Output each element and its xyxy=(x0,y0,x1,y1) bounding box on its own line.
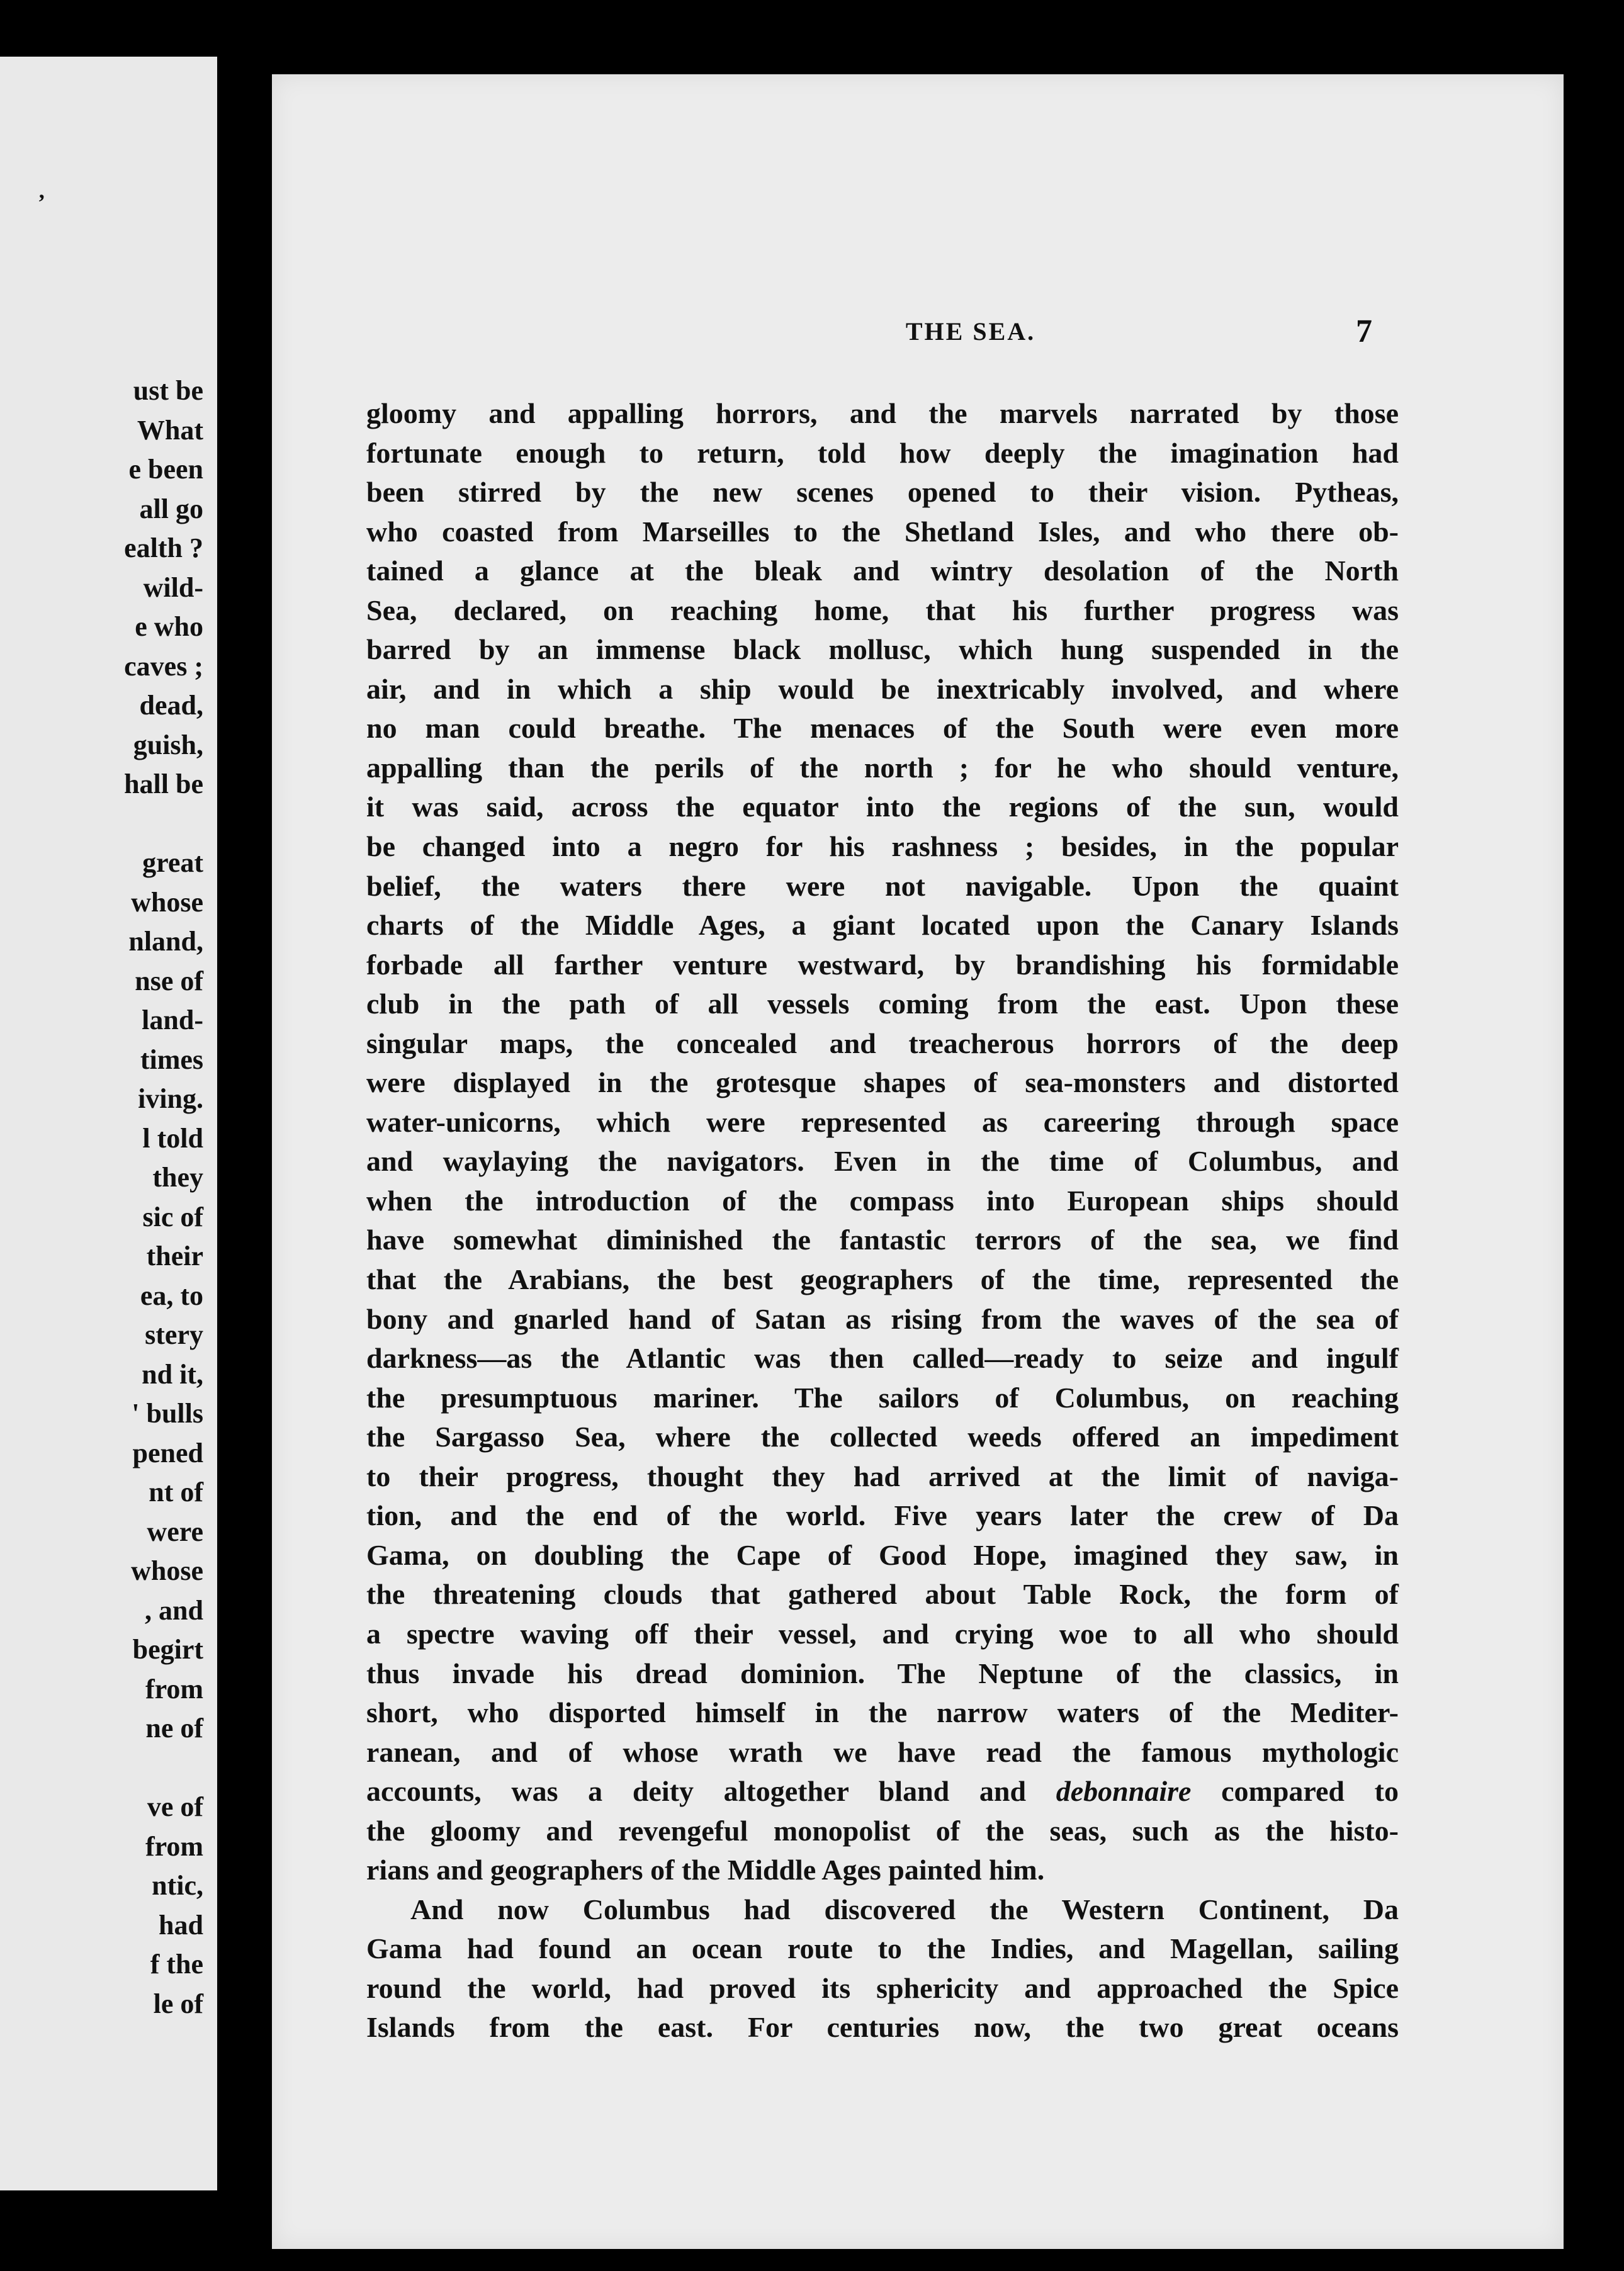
current-page xyxy=(272,74,1564,2249)
text-line: charts of the Middle Ages, a giant located upon the Canary Islands xyxy=(366,909,1399,942)
text-line: rians and geographers of the Middle Ages painted him. xyxy=(366,1854,1045,1886)
italic-word: debonnaire xyxy=(1056,1775,1192,1808)
previous-page-text xyxy=(0,371,203,2024)
text-line: fortunate enough to return, told how deeply the imagination had xyxy=(366,436,1399,469)
text-fragment: compared to xyxy=(1221,1775,1399,1808)
previous-page-line: e who xyxy=(135,611,203,642)
previous-page-line: caves ; xyxy=(124,650,203,682)
text-line: air, and in which a ship would be inextricably involved, and where xyxy=(366,672,1399,705)
previous-page-line: le of xyxy=(153,1988,203,2019)
previous-page-line: stery xyxy=(145,1319,203,1350)
page-gutter xyxy=(217,0,274,2271)
text-line: were displayed in the grotesque shapes of sea-monsters and distorted xyxy=(366,1066,1399,1099)
text-line: the Sargasso Sea, where the collected weeds offered an impediment xyxy=(366,1421,1399,1453)
text-line: the presumptuous mariner. The sailors of Columbus, on reaching xyxy=(366,1381,1399,1414)
previous-page-line: dead, xyxy=(139,690,203,721)
previous-page-line xyxy=(0,804,203,844)
text-line: the gloomy and revengeful monopolist of the seas, such as the histo- xyxy=(366,1814,1399,1847)
text-line: forbade all farther venture westward, by brandishing his formidable xyxy=(366,948,1399,981)
previous-page-line: from xyxy=(145,1673,203,1705)
previous-page-line: pened xyxy=(132,1437,203,1468)
text-line: bony and gnarled hand of Satan as rising from the waves of the sea of xyxy=(366,1302,1399,1335)
text-line: thus invade his dread dominion. The Neptune of the classics, in xyxy=(366,1657,1399,1689)
text-line: and waylaying the navigators. Even in the time of Columbus, and xyxy=(366,1145,1399,1178)
left-page-mark: ’ xyxy=(38,189,45,215)
previous-page-line: land- xyxy=(142,1005,203,1035)
previous-page-line: ust be xyxy=(133,375,203,406)
previous-page-line: all go xyxy=(139,493,203,524)
text-line: club in the path of all vessels coming from the east. Upon these xyxy=(366,988,1399,1020)
page-number: 7 xyxy=(1356,313,1372,349)
text-line: water-unicorns, which were represented as careering through space xyxy=(366,1105,1399,1138)
previous-page-line: e been xyxy=(128,454,203,485)
text-line: tained a glance at the bleak and wintry desolation of the North xyxy=(366,555,1399,587)
text-line: to their progress, thought they had arrived at the limit of naviga- xyxy=(366,1460,1399,1492)
previous-page-line: f the xyxy=(150,1949,203,1980)
previous-page-line: whose xyxy=(131,1555,203,1586)
text-line: the threatening clouds that gathered about Table Rock, the form of xyxy=(366,1578,1399,1611)
text-line: Islands from the east. For centuries now, the two great oceans xyxy=(366,2011,1399,2044)
previous-page-line: ntic, xyxy=(152,1870,203,1901)
previous-page-line: guish, xyxy=(133,729,203,760)
text-line: tion, and the end of the world. Five years later the crew of Da xyxy=(366,1499,1399,1532)
text-line: been stirred by the new scenes opened to their vision. Pytheas, xyxy=(366,476,1399,509)
text-line: barred by an immense black mollusc, which hung suspended in the xyxy=(366,633,1399,666)
text-line: round the world, had proved its sphericity and approached the Spice xyxy=(366,1971,1399,2004)
previous-page-line: great xyxy=(142,847,203,878)
previous-page-line: ' bulls xyxy=(132,1398,203,1429)
previous-page-line: were xyxy=(147,1516,203,1547)
previous-page-line: , and xyxy=(145,1594,203,1626)
text-line: when the introduction of the compass into European ships should xyxy=(366,1184,1399,1217)
text-line: that the Arabians, the best geographers of the time, represented the xyxy=(366,1263,1399,1296)
text-line: have somewhat diminished the fantastic terrors of the sea, we find xyxy=(366,1224,1399,1256)
text-line-with-italic xyxy=(366,1772,1399,1812)
text-line: be changed into a negro for his rashness ; besides, in the popular xyxy=(366,830,1399,863)
previous-page-line: whose xyxy=(131,886,203,918)
text-line: no man could breathe. The menaces of the South were even more xyxy=(366,712,1399,745)
previous-page xyxy=(0,57,217,2190)
text-line: short, who disported himself in the narrow waters of the Mediter- xyxy=(366,1696,1399,1729)
previous-page-line: from xyxy=(145,1830,203,1862)
text-line: singular maps, the concealed and treacherous horrors of the deep xyxy=(366,1027,1399,1059)
text-fragment: ranean, and of whose wrath we have read the famous mythologic xyxy=(366,1735,1399,1768)
text-line: a spectre waving off their vessel, and crying woe to all who should xyxy=(366,1617,1399,1650)
text-line: Gama, on doubling the Cape of Good Hope, imagined they saw, in xyxy=(366,1538,1399,1571)
text-fragment: accounts, was a deity altogether bland and xyxy=(366,1775,1027,1808)
previous-page-line: ne of xyxy=(145,1713,203,1744)
text-line: darkness—as the Atlantic was then called—ready to seize and ingulf xyxy=(366,1342,1399,1375)
text-line: appalling than the perils of the north ; for he who should venture, xyxy=(366,751,1399,784)
previous-page-line: begirt xyxy=(132,1634,203,1665)
previous-page-line: wild- xyxy=(143,572,203,603)
previous-page-line: they xyxy=(152,1162,203,1193)
previous-page-line: nd it, xyxy=(142,1358,203,1390)
previous-page-line: l told xyxy=(142,1122,203,1154)
previous-page-line: nse of xyxy=(135,965,203,996)
previous-page-line: nt of xyxy=(149,1477,203,1507)
previous-page-line: times xyxy=(140,1044,203,1075)
text-line: Gama had found an ocean route to the Indies, and Magellan, sailing xyxy=(366,1932,1399,1965)
previous-page-line: their xyxy=(146,1241,203,1271)
previous-page-line: sic of xyxy=(142,1201,203,1232)
text-line: belief, the waters there were not navigable. Upon the quaint xyxy=(366,869,1399,902)
body-text xyxy=(366,394,1399,2048)
previous-page-line: ve of xyxy=(147,1791,203,1822)
text-line: Sea, declared, on reaching home, that his further progress was xyxy=(366,594,1399,626)
previous-page-line: ea, to xyxy=(140,1280,203,1311)
running-head xyxy=(272,313,1564,354)
previous-page-line: hall be xyxy=(124,769,203,799)
scan-border xyxy=(1564,74,1624,2249)
previous-page-line: iving. xyxy=(138,1083,203,1114)
text-line: who coasted from Marseilles to the Shetland Isles, and who there ob- xyxy=(366,515,1399,548)
text-line: it was said, across the equator into the regions of the sun, would xyxy=(366,791,1399,823)
previous-page-line: What xyxy=(137,414,203,446)
previous-page-line: had xyxy=(159,1909,203,1941)
running-title: THE SEA. xyxy=(905,317,1036,346)
paragraph-start-line: And now Columbus had discovered the Western Continent, Da xyxy=(410,1893,1399,1925)
text-line xyxy=(366,1733,1399,1772)
previous-page-line xyxy=(0,1749,203,1788)
previous-page-line: ealth ? xyxy=(124,533,203,563)
previous-page-line: nland, xyxy=(128,926,203,957)
text-line: gloomy and appalling horrors, and the marvels narrated by those xyxy=(366,397,1399,429)
